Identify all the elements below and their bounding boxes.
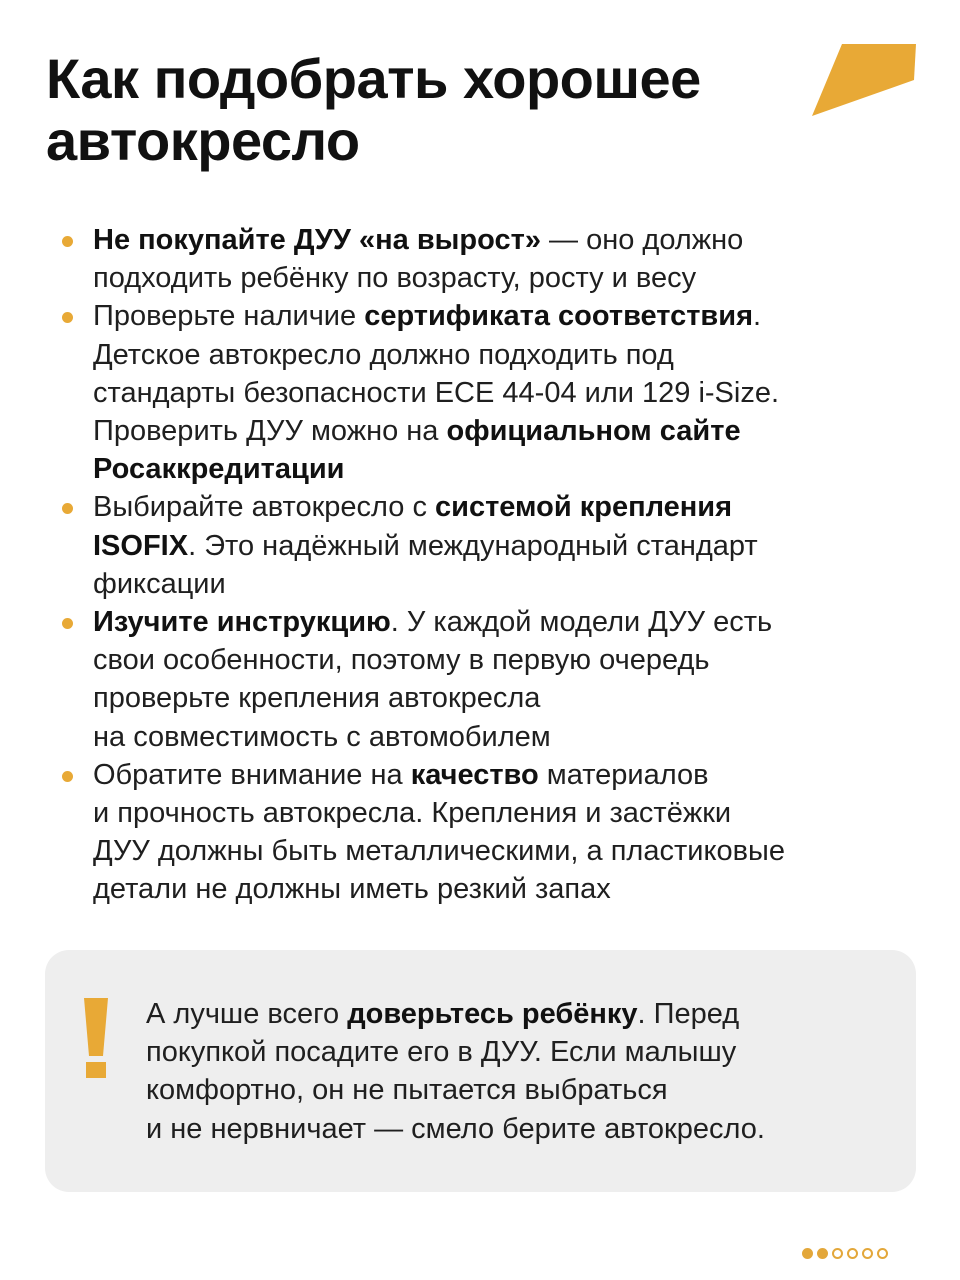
tip-line <box>93 221 910 259</box>
bullet-dot-icon <box>62 618 73 629</box>
pagination-dot-1 <box>802 1248 813 1259</box>
tip-line <box>93 641 910 679</box>
tip-emphasis: официальном сайте <box>446 415 741 448</box>
tips-list <box>0 221 960 909</box>
tip-emphasis: Изучите инструкцию <box>93 606 391 639</box>
note-line <box>146 1071 896 1109</box>
note-line <box>146 1033 896 1071</box>
decorative-parallelogram-icon <box>812 44 916 116</box>
tip-emphasis: Не покупайте ДУУ «на вырост» <box>93 224 541 256</box>
tip-line <box>93 756 910 794</box>
tip-line <box>93 794 910 832</box>
note-emphasis: доверьтесь ребёнку <box>347 998 638 1030</box>
tip-text: Детское автокресло должно подходить под <box>93 338 674 371</box>
tip-text: ДУУ должны быть металлическими, а пластиковые <box>93 835 785 868</box>
note-line <box>146 995 896 1033</box>
pagination-dots <box>802 1248 888 1259</box>
tip-line <box>93 412 910 450</box>
tip-text: проверьте крепления автокресла <box>93 682 541 715</box>
pagination-dot-3 <box>832 1248 843 1259</box>
tip-line <box>93 374 910 412</box>
note-fragment: комфортно, он не пытается выбраться <box>146 1074 668 1107</box>
title-line-2: автокресло <box>46 109 360 172</box>
tip-line <box>93 832 910 870</box>
pagination-dot-2 <box>817 1248 828 1259</box>
tip-text: — оно должно <box>540 224 744 256</box>
tip-text: Проверьте наличие <box>93 300 365 333</box>
tip-item-2 <box>0 297 960 488</box>
tip-line <box>93 718 910 756</box>
note-line <box>146 1110 896 1148</box>
pagination-dot-4 <box>847 1248 858 1259</box>
tip-text: . Это надёжный международный стандарт <box>188 529 758 562</box>
tip-text: стандарты безопасности ECE 44-04 или 129 i-Size. <box>93 376 780 409</box>
note-fragment: . Перед <box>637 998 740 1030</box>
tip-text: Обратите внимание на <box>93 758 411 791</box>
tip-line <box>93 297 910 335</box>
tip-text: материалов <box>538 758 709 791</box>
tip-line <box>93 450 910 488</box>
tip-emphasis: сертификата соответствия <box>364 300 753 333</box>
tip-item-5 <box>0 756 960 909</box>
note-fragment: и не нервничает — смело берите автокресло. <box>146 1112 765 1145</box>
pagination-dot-5 <box>862 1248 873 1259</box>
tip-text: подходить ребёнку по возрасту, росту и весу <box>93 262 697 295</box>
tip-item-1 <box>0 221 960 297</box>
tip-text: свои особенности, поэтому в первую очередь <box>93 644 710 677</box>
page-title <box>46 48 806 172</box>
tip-line <box>93 336 910 374</box>
tip-line <box>93 565 910 603</box>
tip-line <box>93 488 910 526</box>
note-text <box>146 995 896 1148</box>
tip-emphasis: Росаккредитации <box>93 453 345 486</box>
bullet-dot-icon <box>62 771 73 782</box>
bullet-dot-icon <box>62 312 73 323</box>
tip-text: . У каждой модели ДУУ есть <box>390 606 773 639</box>
tip-emphasis: системой крепления <box>435 491 733 524</box>
tip-text: фиксации <box>93 567 226 600</box>
exclamation-icon <box>83 998 109 1078</box>
tip-text: Проверить ДУУ можно на <box>93 415 447 448</box>
tip-line <box>93 527 910 565</box>
tip-item-4 <box>0 603 960 756</box>
tip-text: и прочность автокресла. Крепления и застёжки <box>93 797 732 830</box>
bullet-dot-icon <box>62 236 73 247</box>
pagination-dot-6 <box>877 1248 888 1259</box>
tip-text: детали не должны иметь резкий запах <box>93 873 611 906</box>
tip-line <box>93 679 910 717</box>
tip-line <box>93 259 910 297</box>
tip-text: Выбирайте автокресло с <box>93 491 436 524</box>
tip-text: на совместимость с автомобилем <box>93 720 551 753</box>
title-line-1: Как подобрать хорошее <box>46 47 701 110</box>
tip-line <box>93 603 910 641</box>
note-fragment: покупкой посадите его в ДУУ. Если малышу <box>146 1036 737 1069</box>
tip-emphasis: качество <box>410 758 539 791</box>
note-fragment: А лучше всего <box>146 998 348 1030</box>
bullet-dot-icon <box>62 503 73 514</box>
tip-line <box>93 870 910 908</box>
tip-emphasis: ISOFIX <box>93 529 189 562</box>
tip-item-3 <box>0 488 960 603</box>
tip-text: . <box>753 300 762 333</box>
